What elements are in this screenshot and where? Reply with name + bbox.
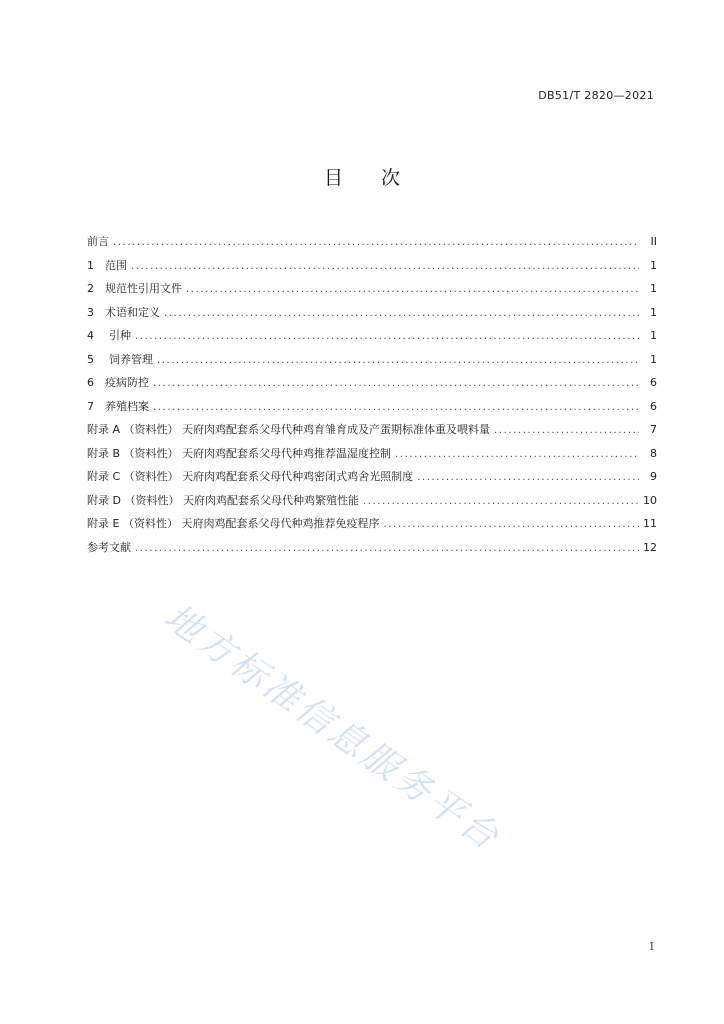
- toc-leader-dots: [363, 495, 639, 509]
- toc-entry-label: 前言: [87, 235, 109, 248]
- toc-entry-page: 6: [650, 399, 657, 413]
- toc-entry-label: 规范性引用文件: [105, 282, 182, 295]
- toc-entry-number: 4: [87, 329, 94, 342]
- toc-entry-page: 7: [650, 423, 657, 436]
- toc-leader-dots: [131, 260, 639, 274]
- toc-entry-label: 附录 B （资料性） 天府肉鸡配套系父母代种鸡推荐温湿度控制: [87, 446, 392, 460]
- toc-entry-appendix-a[interactable]: [87, 423, 657, 447]
- toc-leader-dots: [186, 283, 639, 297]
- toc-entry-page: 1: [650, 282, 657, 295]
- toc-leader-dots: [153, 401, 639, 415]
- toc-entry-3[interactable]: [87, 306, 657, 330]
- toc-leader-dots: [157, 354, 639, 368]
- page-title: 目 次: [323, 167, 417, 189]
- toc-entry-page: 1: [650, 352, 657, 366]
- toc-entry-page: 11: [643, 517, 657, 530]
- toc-entry-appendix-e[interactable]: [87, 517, 657, 541]
- toc-entry-references[interactable]: [87, 541, 657, 565]
- toc-entry-label: 附录 C （资料性） 天府肉鸡配套系父母代种鸡密闭式鸡舍光照制度: [87, 470, 414, 483]
- toc-entry-page: 1: [650, 329, 657, 342]
- toc-entry-appendix-d[interactable]: [87, 494, 657, 518]
- toc-entry-label: 附录 E （资料性） 天府肉鸡配套系父母代种鸡推荐免疫程序: [87, 517, 380, 530]
- toc-entry-page: 1: [650, 258, 657, 272]
- toc-entry-label: 养殖档案: [105, 399, 149, 413]
- toc-entry-label: 附录 D （资料性） 天府肉鸡配套系父母代种鸡繁殖性能: [87, 493, 359, 507]
- toc-entry-appendix-b[interactable]: [87, 447, 657, 471]
- watermark: 地方标准信息服务平台: [156, 596, 509, 860]
- toc-entry-page: 6: [650, 376, 657, 389]
- toc-entry-7[interactable]: [87, 400, 657, 424]
- toc-entry-number: 1: [87, 258, 94, 272]
- toc-entry-page: 10: [643, 493, 657, 507]
- toc-entry-foreword[interactable]: [87, 235, 657, 259]
- toc-leader-dots: [395, 448, 639, 462]
- table-of-contents: [87, 235, 657, 564]
- toc-entry-6[interactable]: [87, 376, 657, 400]
- toc-entry-page: 1: [650, 305, 657, 319]
- toc-leader-dots: [417, 471, 639, 485]
- toc-entry-number: 7: [87, 399, 94, 413]
- toc-entry-label: 疫病防控: [105, 376, 149, 389]
- toc-entry-4[interactable]: [87, 329, 657, 353]
- toc-entry-1[interactable]: [87, 259, 657, 283]
- toc-entry-number: 3: [87, 305, 94, 319]
- toc-entry-label: 引种: [109, 329, 131, 342]
- toc-entry-number: 2: [87, 282, 94, 295]
- toc-entry-label: 术语和定义: [105, 305, 160, 319]
- toc-leader-dots: [494, 424, 639, 438]
- toc-entry-label: 参考文献: [87, 540, 131, 554]
- toc-entry-page: II: [650, 235, 657, 248]
- toc-leader-dots: [153, 377, 639, 391]
- page-number: I: [649, 940, 654, 953]
- toc-leader-dots: [135, 330, 639, 344]
- toc-entry-number: 6: [87, 376, 94, 389]
- toc-entry-page: 9: [650, 470, 657, 483]
- toc-leader-dots: [164, 307, 639, 321]
- toc-entry-page: 12: [643, 540, 657, 554]
- toc-entry-appendix-c[interactable]: [87, 470, 657, 494]
- toc-entry-5[interactable]: [87, 353, 657, 377]
- toc-entry-number: 5: [87, 352, 94, 366]
- toc-entry-label: 饲养管理: [109, 352, 153, 366]
- toc-leader-dots: [135, 542, 639, 556]
- toc-leader-dots: [383, 518, 639, 532]
- toc-leader-dots: [113, 236, 639, 250]
- toc-entry-page: 8: [650, 446, 657, 460]
- toc-entry-2[interactable]: [87, 282, 657, 306]
- document-code: DB51/T 2820—2021: [538, 89, 654, 102]
- toc-entry-label: 附录 A （资料性） 天府肉鸡配套系父母代种鸡育雏育成及产蛋期标准体重及喂料量: [87, 423, 491, 436]
- toc-entry-label: 范围: [105, 258, 127, 272]
